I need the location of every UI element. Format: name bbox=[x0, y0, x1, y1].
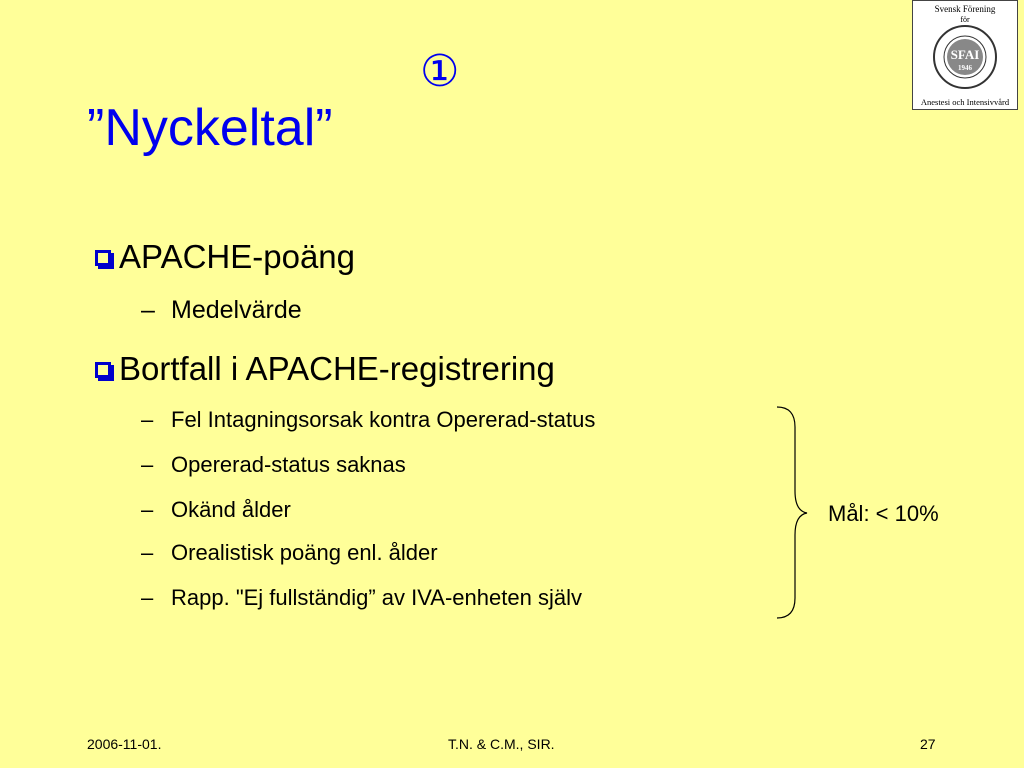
logo-top-text-2: för bbox=[960, 15, 970, 24]
dash-icon: – bbox=[141, 452, 154, 477]
dash-icon: – bbox=[141, 407, 154, 432]
bullet-2-sub-4 bbox=[141, 542, 438, 564]
checkbox-bullet-icon bbox=[95, 250, 111, 266]
bullet-1-sub-1 bbox=[141, 298, 302, 323]
logo-year: 1946 bbox=[958, 64, 972, 72]
sub-item-text: Rapp. "Ej fullständig” av IVA-enheten själv bbox=[171, 585, 582, 610]
sub-item-text: Okänd ålder bbox=[171, 497, 291, 522]
bullet-2-sub-2 bbox=[141, 454, 406, 476]
sub-item-text: Opererad-status saknas bbox=[171, 452, 406, 477]
dash-icon: – bbox=[141, 296, 155, 324]
sub-item-text: Fel Intagningsorsak kontra Opererad-status bbox=[171, 407, 596, 432]
checkbox-bullet-icon bbox=[95, 362, 111, 378]
sfai-logo bbox=[912, 0, 1018, 110]
bullet-1 bbox=[95, 240, 355, 273]
sub-item-text: Orealistisk poäng enl. ålder bbox=[171, 540, 438, 565]
dash-icon: – bbox=[141, 540, 154, 565]
footer-date: 2006-11-01. bbox=[87, 736, 162, 752]
dash-icon: – bbox=[141, 497, 154, 522]
bullet-1-text: APACHE-poäng bbox=[119, 238, 356, 275]
logo-bottom-text: Anestesi och Intensivvård bbox=[920, 97, 1010, 107]
curly-brace-icon bbox=[775, 405, 815, 620]
footer-authors: T.N. & C.M., SIR. bbox=[448, 736, 555, 752]
dash-icon: – bbox=[141, 585, 154, 610]
logo-center-text: SFAI bbox=[950, 47, 980, 62]
bullet-2-sub-3 bbox=[141, 499, 291, 521]
logo-top-text: Svensk Förening bbox=[934, 4, 996, 14]
bullet-2 bbox=[95, 352, 555, 385]
bullet-2-sub-1 bbox=[141, 409, 595, 431]
sub-item-text: Medelvärde bbox=[171, 296, 302, 324]
bullet-2-text: Bortfall i APACHE-registrering bbox=[119, 350, 555, 387]
goal-label: Mål: < 10% bbox=[828, 501, 939, 526]
slide-title: ”Nyckeltal” bbox=[87, 99, 333, 157]
circled-one-marker: ① bbox=[420, 47, 460, 96]
bullet-2-sub-5 bbox=[141, 587, 582, 609]
footer-page-number: 27 bbox=[920, 736, 936, 752]
